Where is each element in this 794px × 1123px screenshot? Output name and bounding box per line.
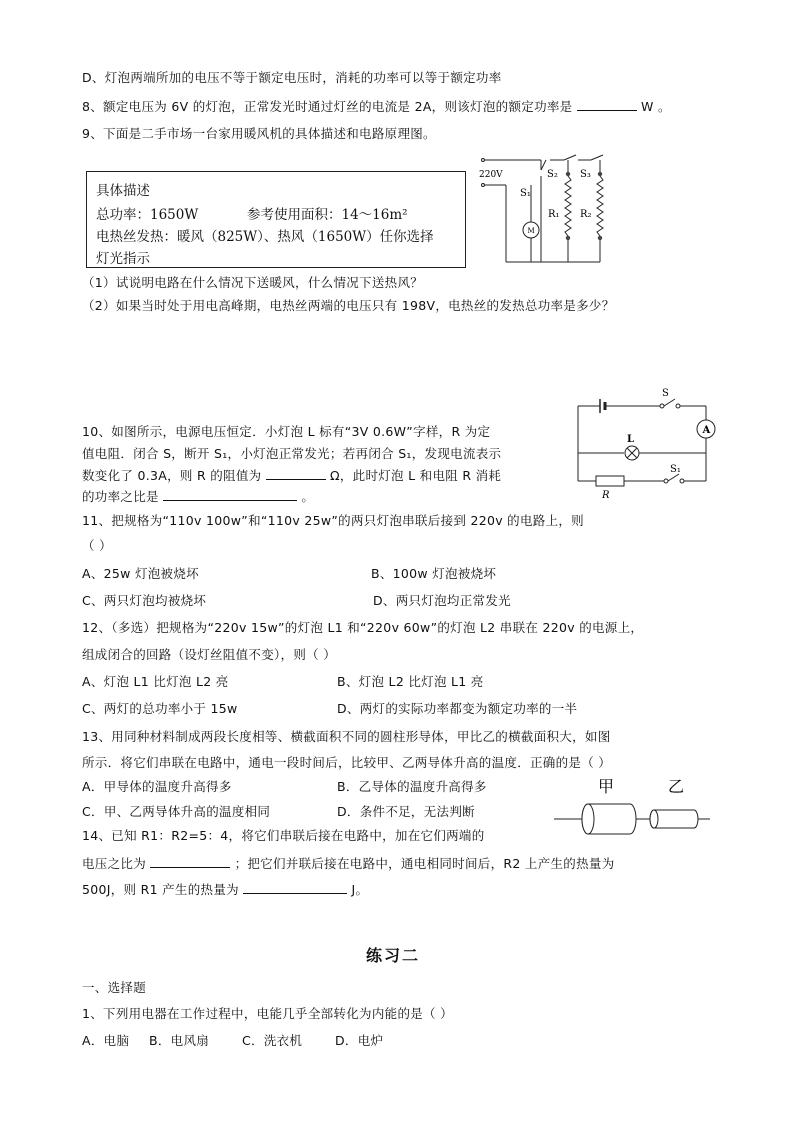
q11-option-b[interactable]: B、100w 灯泡被烧坏 — [371, 566, 497, 581]
r1-label: R₁ — [548, 209, 560, 220]
q14-line2 — [82, 855, 615, 872]
q10-line3-pre: 数变化了 0.3A，则 R 的阻值为 — [82, 468, 262, 483]
section-heading: 一、选择题 — [82, 980, 147, 995]
resistor-label: R — [602, 490, 610, 501]
q12-option-d[interactable]: D、两灯的实际功率都变为额定功率的一半 — [337, 701, 578, 716]
q8-text-pre: 8、额定电压为 6V 的灯泡，正常发光时通过灯丝的电流是 2A，则该灯泡的额定功率是 — [82, 99, 573, 114]
label-jia: 甲 — [598, 777, 615, 796]
q12-option-b[interactable]: B、灯泡 L2 比灯泡 L1 亮 — [337, 674, 484, 689]
q1-option-a[interactable]: A．电脑 — [82, 1033, 130, 1048]
q14-heat-blank[interactable] — [243, 881, 347, 894]
q13-option-c[interactable]: C．甲、乙两导体升高的温度相同 — [82, 804, 271, 819]
r2-label: R₂ — [580, 209, 592, 220]
q13-option-a[interactable]: A．甲导体的温度升高得多 — [82, 779, 232, 794]
lamp-label: L — [627, 434, 635, 445]
s2-label: S₂ — [547, 169, 558, 180]
q9-sub1: （1）试说明电路在什么情况下送暖风，什么情况下送热风？ — [82, 275, 424, 290]
q10-circuit-diagram — [572, 386, 722, 501]
s3-label: S₃ — [580, 169, 591, 180]
q13-option-d[interactable]: D．条件不足，无法判断 — [337, 804, 475, 819]
q12-stem1: 12、（多选）把规格为“220v 15w”的灯泡 L1 和“220v 60w”的灯泡 L2 串联在 220v 的电源上， — [82, 620, 644, 635]
q13-stem2: 所示．将它们串联在电路中，通电一段时间后，比较甲、乙两导体升高的温度．正确的是（ ） — [82, 755, 612, 770]
q11-option-a[interactable]: A、25w 灯泡被烧坏 — [82, 566, 199, 581]
q1-option-d[interactable]: D．电炉 — [335, 1033, 384, 1048]
q11-option-d[interactable]: D、两只灯泡均正常发光 — [373, 593, 511, 608]
q13-option-b[interactable]: B．乙导体的温度升高得多 — [337, 779, 487, 794]
q10-line4 — [82, 488, 314, 505]
q12-stem2: 组成闭合的回路（设灯丝阻值不变），则（ ） — [82, 647, 337, 662]
q14-voltage-ratio-blank[interactable] — [150, 855, 230, 868]
q8-stem — [82, 98, 671, 115]
s1-label-q10: S₁ — [670, 464, 681, 475]
spec-light: 灯光指示 — [96, 251, 150, 267]
q9-spec-box — [86, 171, 466, 268]
q14-line3-post: J。 — [351, 882, 369, 897]
q14-line3 — [82, 881, 368, 898]
q14-line2-post: ；把它们并联后接在电路中，通电相同时间后，R2 上产生的热量为 — [234, 856, 615, 871]
q14-line1: 14、已知 R1：R2=5：4，将它们串联后接在电路中，加在它们两端的 — [82, 828, 485, 843]
spec-area: 参考使用面积：14～16m² — [247, 207, 408, 223]
spec-total-power: 总功率：1650W — [96, 207, 199, 223]
motor-label: M — [527, 227, 535, 235]
spec-heating: 电热丝发热：暖风（825W）、热风（1650W）任你选择 — [96, 229, 434, 245]
q7-option-d: D、灯泡两端所加的电压不等于额定电压时，消耗的功率可以等于额定功率 — [82, 70, 502, 85]
q14-line3-pre: 500J，则 R1 产生的热量为 — [82, 882, 239, 897]
voltage-label: 220V — [479, 170, 503, 180]
q13-conductors-figure — [550, 776, 715, 836]
q9-circuit-diagram — [476, 152, 611, 270]
q11-paren: （ ） — [82, 538, 112, 553]
q10-resistance-blank[interactable] — [266, 467, 326, 480]
label-yi: 乙 — [668, 777, 685, 796]
s-label: S — [662, 388, 669, 399]
spec-heading: 具体描述 — [96, 183, 150, 199]
section-title: 练习二 — [366, 946, 421, 965]
q13-stem1: 13、用同种材料制成两段长度相等、横截面积不同的圆柱形导体，甲比乙的横截面积大，如图 — [82, 729, 611, 744]
q11-stem: 11、把规格为“110v 100w”和“110v 25w”的两只灯泡串联后接到 220v 的电路上，则 — [82, 513, 584, 528]
ammeter-label: A — [702, 425, 711, 436]
q1-option-c[interactable]: C．洗衣机 — [242, 1033, 303, 1048]
q14-line2-pre: 电压之比为 — [82, 856, 147, 871]
q10-line4-post: 。 — [301, 489, 315, 504]
q10-line1: 10、如图所示，电源电压恒定．小灯泡 L 标有“3V 0.6W”字样，R 为定 — [82, 424, 491, 439]
q12-option-c[interactable]: C、两灯的总功率小于 15w — [82, 701, 238, 716]
s1-label: S₁ — [520, 188, 531, 199]
q11-option-c[interactable]: C、两只灯泡均被烧坏 — [82, 593, 207, 608]
q10-line3 — [82, 467, 501, 484]
q1-stem: 1、下列用电器在工作过程中，电能几乎全部转化为内能的是（ ） — [82, 1006, 453, 1021]
q10-line3-post: Ω，此时灯泡 L 和电阻 R 消耗 — [330, 468, 502, 483]
q10-line2: 值电阻．闭合 S，断开 S₁，小灯泡正常发光；若再闭合 S₁，发现电流表示 — [82, 446, 502, 461]
q12-option-a[interactable]: A、灯泡 L1 比灯泡 L2 亮 — [82, 674, 229, 689]
q1-option-b[interactable]: B．电风扇 — [149, 1033, 210, 1048]
q10-ratio-blank[interactable] — [163, 488, 297, 501]
q8-answer-blank[interactable] — [577, 98, 637, 111]
q9-sub2: （2）如果当时处于用电高峰期，电热丝两端的电压只有 198V，电热丝的发热总功率是多少？ — [82, 298, 615, 313]
q10-line4-pre: 的功率之比是 — [82, 489, 159, 504]
q9-stem: 9、下面是二手市场一台家用暖风机的具体描述和电路原理图。 — [82, 126, 436, 141]
q8-text-post: W 。 — [641, 99, 671, 114]
